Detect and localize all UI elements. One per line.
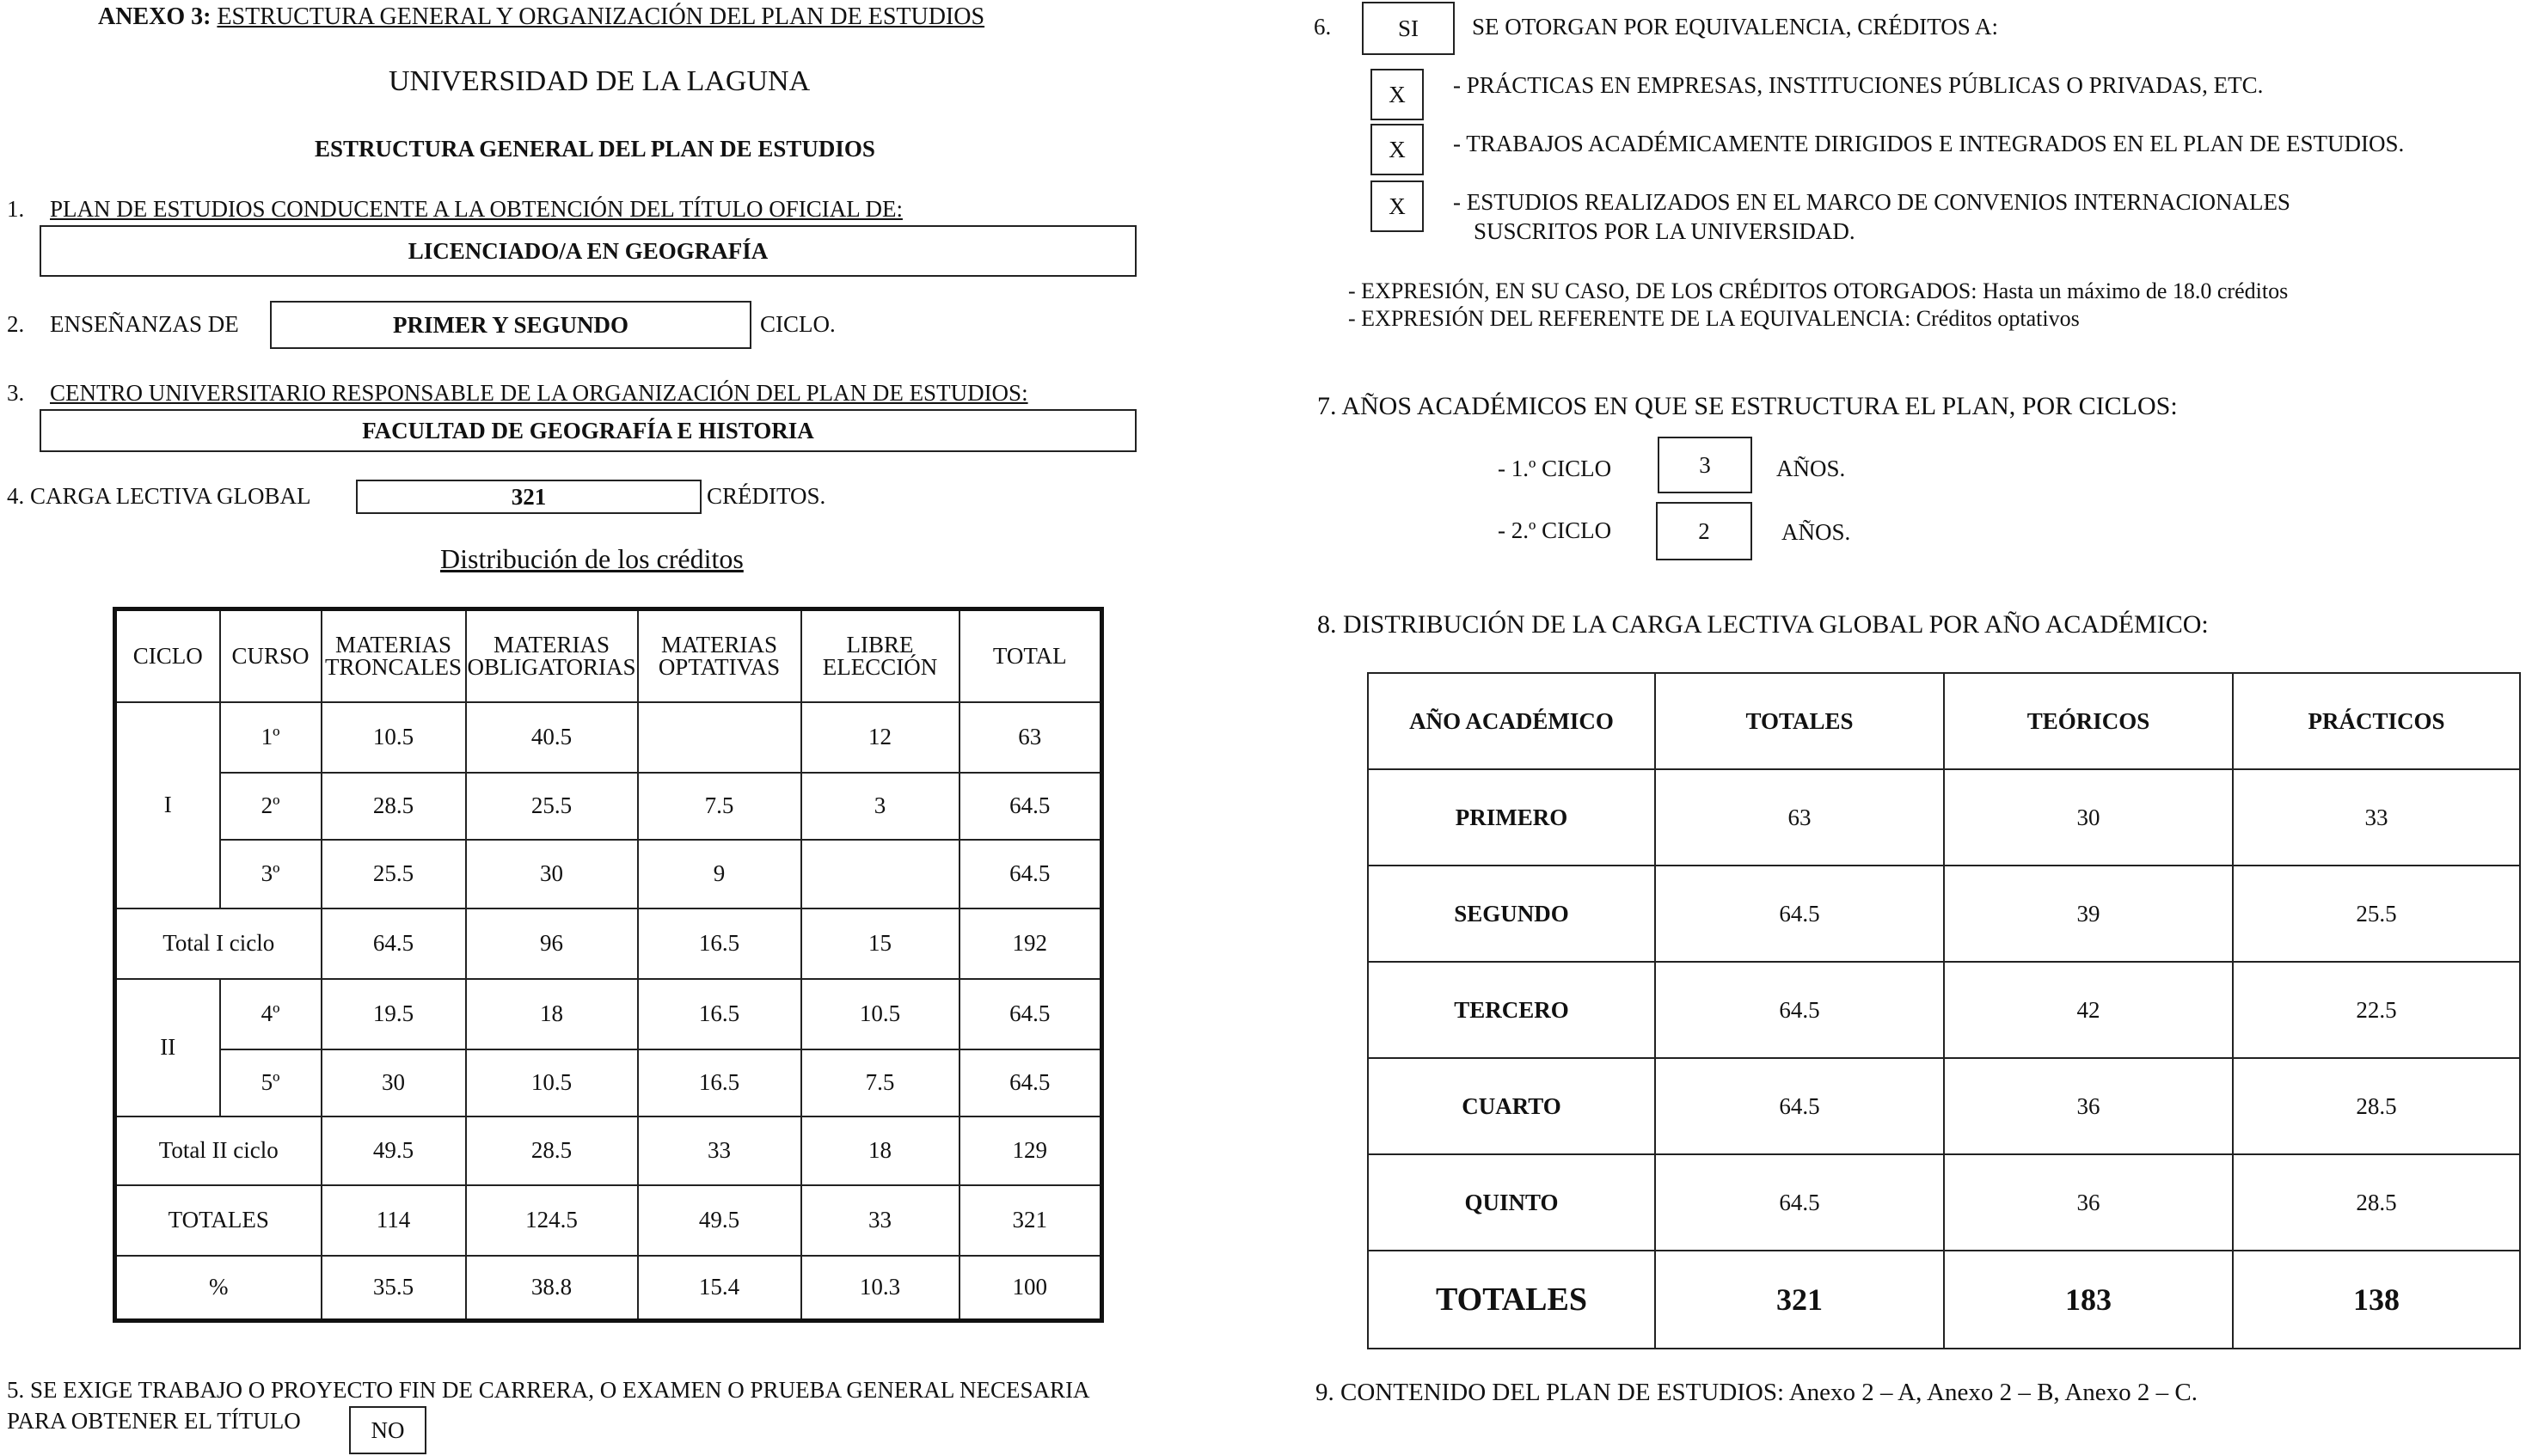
libre-cell: 10.3 <box>801 1256 960 1321</box>
teoricos-cell: 183 <box>1944 1251 2233 1349</box>
practicos-cell: 25.5 <box>2233 866 2520 962</box>
item8-label: 8. DISTRIBUCIÓN DE LA CARGA LECTIVA GLOBAL POR AÑO ACADÉMICO: <box>1317 610 2209 639</box>
troncales-cell: 35.5 <box>322 1256 466 1321</box>
totales-cell: 64.5 <box>1655 1058 1944 1154</box>
annual-load-table <box>1367 672 2521 1349</box>
degree-title-field: LICENCIADO/A EN GEOGRAFÍA <box>40 225 1137 277</box>
header-year: AÑO ACADÉMICO <box>1368 673 1655 769</box>
total-cycle-i-label: Total I ciclo <box>115 908 322 979</box>
total-cycle-ii-label: Total II ciclo <box>115 1116 322 1185</box>
table-row <box>115 702 1102 773</box>
optativas-cell: 15.4 <box>638 1256 801 1321</box>
item6-label: SE OTORGAN POR EQUIVALENCIA, CRÉDITOS A: <box>1472 14 1999 40</box>
table-row <box>115 773 1102 840</box>
total-cell: 64.5 <box>960 773 1102 840</box>
equivalence-option-checkbox: X <box>1370 124 1424 175</box>
item4-suffix: CRÉDITOS. <box>707 483 826 509</box>
teoricos-cell: 39 <box>1944 866 2233 962</box>
header-practicos: PRÁCTICOS <box>2233 673 2520 769</box>
libre-cell: 18 <box>801 1116 960 1185</box>
table-row <box>1368 1154 2520 1251</box>
header-obligatorias: MATERIAS OBLIGATORIAS <box>466 609 638 702</box>
curso-cell: 5º <box>220 1049 322 1116</box>
header-teoricos: TEÓRICOS <box>1944 673 2233 769</box>
annual-totals-row <box>1368 1251 2520 1349</box>
item4-label: 4. CARGA LECTIVA GLOBAL <box>7 483 311 509</box>
equivalence-option-text-cont: SUSCRITOS POR LA UNIVERSIDAD. <box>1474 218 1855 244</box>
item6-number: 6. <box>1314 14 1332 40</box>
cycle2-suffix: AÑOS. <box>1781 519 1851 545</box>
university-center-field: FACULTAD DE GEOGRAFÍA E HISTORIA <box>40 409 1137 452</box>
equivalence-option-checkbox: X <box>1370 69 1424 120</box>
practicos-cell: 33 <box>2233 769 2520 866</box>
cycle1-years-field: 3 <box>1658 437 1752 493</box>
total-cell: 192 <box>960 908 1102 979</box>
table-row <box>115 840 1102 908</box>
practicos-cell: 22.5 <box>2233 962 2520 1058</box>
header-curso: CURSO <box>220 609 322 702</box>
header-totales: TOTALES <box>1655 673 1944 769</box>
total-cycle-ii-row <box>115 1116 1102 1185</box>
obligatorias-cell: 124.5 <box>466 1185 638 1256</box>
total-cell: 64.5 <box>960 1049 1102 1116</box>
annex-heading <box>98 3 984 31</box>
total-cell: 63 <box>960 702 1102 773</box>
item5-line1: 5. SE EXIGE TRABAJO O PROYECTO FIN DE CARRERA, O EXAMEN O PRUEBA GENERAL NECESARIA <box>7 1377 1090 1403</box>
troncales-cell: 64.5 <box>322 908 466 979</box>
total-cell: 129 <box>960 1116 1102 1185</box>
item2-suffix: CICLO. <box>760 311 836 337</box>
year-cell: TERCERO <box>1368 962 1655 1058</box>
optativas-cell: 9 <box>638 840 801 908</box>
optativas-cell <box>638 702 801 773</box>
annual-totals-label: TOTALES <box>1368 1251 1655 1349</box>
libre-cell: 33 <box>801 1185 960 1256</box>
equivalence-option-text: - ESTUDIOS REALIZADOS EN EL MARCO DE CONVENIOS INTERNACIONALES <box>1453 189 2290 215</box>
practicos-cell: 28.5 <box>2233 1154 2520 1251</box>
equivalence-option-text: - PRÁCTICAS EN EMPRESAS, INSTITUCIONES PÚBLICAS O PRIVADAS, ETC. <box>1453 72 2264 98</box>
teoricos-cell: 36 <box>1944 1154 2233 1251</box>
cycle-ii-cell: II <box>115 979 220 1116</box>
cycle1-suffix: AÑOS. <box>1776 456 1846 481</box>
troncales-cell: 49.5 <box>322 1116 466 1185</box>
total-cell: 100 <box>960 1256 1102 1321</box>
obligatorias-cell: 28.5 <box>466 1116 638 1185</box>
totales-cell: 321 <box>1655 1251 1944 1349</box>
curso-cell: 1º <box>220 702 322 773</box>
libre-cell: 12 <box>801 702 960 773</box>
year-cell: QUINTO <box>1368 1154 1655 1251</box>
header-optativas: MATERIAS OPTATIVAS <box>638 609 801 702</box>
optativas-cell: 49.5 <box>638 1185 801 1256</box>
credits-distribution-table <box>113 607 1104 1323</box>
teoricos-cell: 36 <box>1944 1058 2233 1154</box>
obligatorias-cell: 96 <box>466 908 638 979</box>
percent-row <box>115 1256 1102 1321</box>
obligatorias-cell: 25.5 <box>466 773 638 840</box>
totals-label: TOTALES <box>115 1185 322 1256</box>
troncales-cell: 28.5 <box>322 773 466 840</box>
libre-cell: 7.5 <box>801 1049 960 1116</box>
totales-cell: 64.5 <box>1655 962 1944 1058</box>
optativas-cell: 16.5 <box>638 1049 801 1116</box>
total-cell: 64.5 <box>960 979 1102 1049</box>
equivalence-field: SI <box>1362 2 1455 55</box>
cycle1-label: - 1.º CICLO <box>1498 456 1612 481</box>
troncales-cell: 30 <box>322 1049 466 1116</box>
year-cell: PRIMERO <box>1368 769 1655 866</box>
global-load-field: 321 <box>356 480 702 514</box>
equivalence-reference: - EXPRESIÓN DEL REFERENTE DE LA EQUIVALENCIA: Créditos optativos <box>1348 306 2080 331</box>
header-libre: LIBRE ELECCIÓN <box>801 609 960 702</box>
annex-title: ESTRUCTURA GENERAL Y ORGANIZACIÓN DEL PLAN DE ESTUDIOS <box>217 3 985 30</box>
year-cell: CUARTO <box>1368 1058 1655 1154</box>
item3-number: 3. <box>7 380 25 406</box>
optativas-cell: 16.5 <box>638 908 801 979</box>
table-row <box>1368 769 2520 866</box>
distribution-title: Distribución de los créditos <box>440 543 744 574</box>
totals-row <box>115 1185 1102 1256</box>
total-cell: 64.5 <box>960 840 1102 908</box>
libre-cell: 15 <box>801 908 960 979</box>
item3-label: CENTRO UNIVERSITARIO RESPONSABLE DE LA ORGANIZACIÓN DEL PLAN DE ESTUDIOS: <box>50 380 1028 406</box>
total-cell: 321 <box>960 1185 1102 1256</box>
teaching-cycles-field: PRIMER Y SEGUNDO <box>270 301 751 349</box>
cycle2-label: - 2.º CICLO <box>1498 517 1612 543</box>
practicos-cell: 138 <box>2233 1251 2520 1349</box>
optativas-cell: 33 <box>638 1116 801 1185</box>
obligatorias-cell: 40.5 <box>466 702 638 773</box>
obligatorias-cell: 30 <box>466 840 638 908</box>
annual-header-row <box>1368 673 2520 769</box>
plan-subtitle: ESTRUCTURA GENERAL DEL PLAN DE ESTUDIOS <box>315 136 875 162</box>
totales-cell: 63 <box>1655 769 1944 866</box>
table-row <box>115 1049 1102 1116</box>
equivalence-option-text: - TRABAJOS ACADÉMICAMENTE DIRIGIDOS E INTEGRADOS EN EL PLAN DE ESTUDIOS. <box>1453 131 2405 156</box>
obligatorias-cell: 10.5 <box>466 1049 638 1116</box>
item1-label: PLAN DE ESTUDIOS CONDUCENTE A LA OBTENCIÓN DEL TÍTULO OFICIAL DE: <box>50 196 903 222</box>
item7-label: 7. AÑOS ACADÉMICOS EN QUE SE ESTRUCTURA EL PLAN, POR CICLOS: <box>1317 392 2178 420</box>
cycle2-years-field: 2 <box>1656 502 1752 560</box>
obligatorias-cell: 18 <box>466 979 638 1049</box>
header-troncales: MATERIAS TRONCALES <box>322 609 466 702</box>
total-cycle-i-row <box>115 908 1102 979</box>
optativas-cell: 7.5 <box>638 773 801 840</box>
troncales-cell: 10.5 <box>322 702 466 773</box>
item9-label: 9. CONTENIDO DEL PLAN DE ESTUDIOS: Anexo 2 – A, Anexo 2 – B, Anexo 2 – C. <box>1315 1379 2198 1406</box>
table-row <box>1368 962 2520 1058</box>
troncales-cell: 25.5 <box>322 840 466 908</box>
optativas-cell: 16.5 <box>638 979 801 1049</box>
curso-cell: 2º <box>220 773 322 840</box>
distribution-header-row <box>115 609 1102 702</box>
practicos-cell: 28.5 <box>2233 1058 2520 1154</box>
obligatorias-cell: 38.8 <box>466 1256 638 1321</box>
header-ciclo: CICLO <box>115 609 220 702</box>
university-name: UNIVERSIDAD DE LA LAGUNA <box>389 65 811 97</box>
cycle-i-cell: I <box>115 702 220 908</box>
troncales-cell: 114 <box>322 1185 466 1256</box>
troncales-cell: 19.5 <box>322 979 466 1049</box>
totales-cell: 64.5 <box>1655 866 1944 962</box>
totales-cell: 64.5 <box>1655 1154 1944 1251</box>
libre-cell: 10.5 <box>801 979 960 1049</box>
percent-label: % <box>115 1256 322 1321</box>
annex-prefix: ANEXO 3: <box>98 3 212 30</box>
libre-cell: 3 <box>801 773 960 840</box>
header-total: TOTAL <box>960 609 1102 702</box>
teoricos-cell: 30 <box>1944 769 2233 866</box>
libre-cell <box>801 840 960 908</box>
curso-cell: 3º <box>220 840 322 908</box>
final-project-field: NO <box>349 1406 426 1454</box>
year-cell: SEGUNDO <box>1368 866 1655 962</box>
item5-line2: PARA OBTENER EL TÍTULO <box>7 1408 301 1434</box>
item1-number: 1. <box>7 196 25 222</box>
table-row <box>115 979 1102 1049</box>
item2-label: ENSEÑANZAS DE <box>50 311 239 337</box>
teoricos-cell: 42 <box>1944 962 2233 1058</box>
table-row <box>1368 1058 2520 1154</box>
item2-number: 2. <box>7 311 25 337</box>
curso-cell: 4º <box>220 979 322 1049</box>
table-row <box>1368 866 2520 962</box>
equivalence-option-checkbox: X <box>1370 180 1424 232</box>
credits-expression: - EXPRESIÓN, EN SU CASO, DE LOS CRÉDITOS OTORGADOS: Hasta un máximo de 18.0 créditos <box>1348 278 2289 303</box>
